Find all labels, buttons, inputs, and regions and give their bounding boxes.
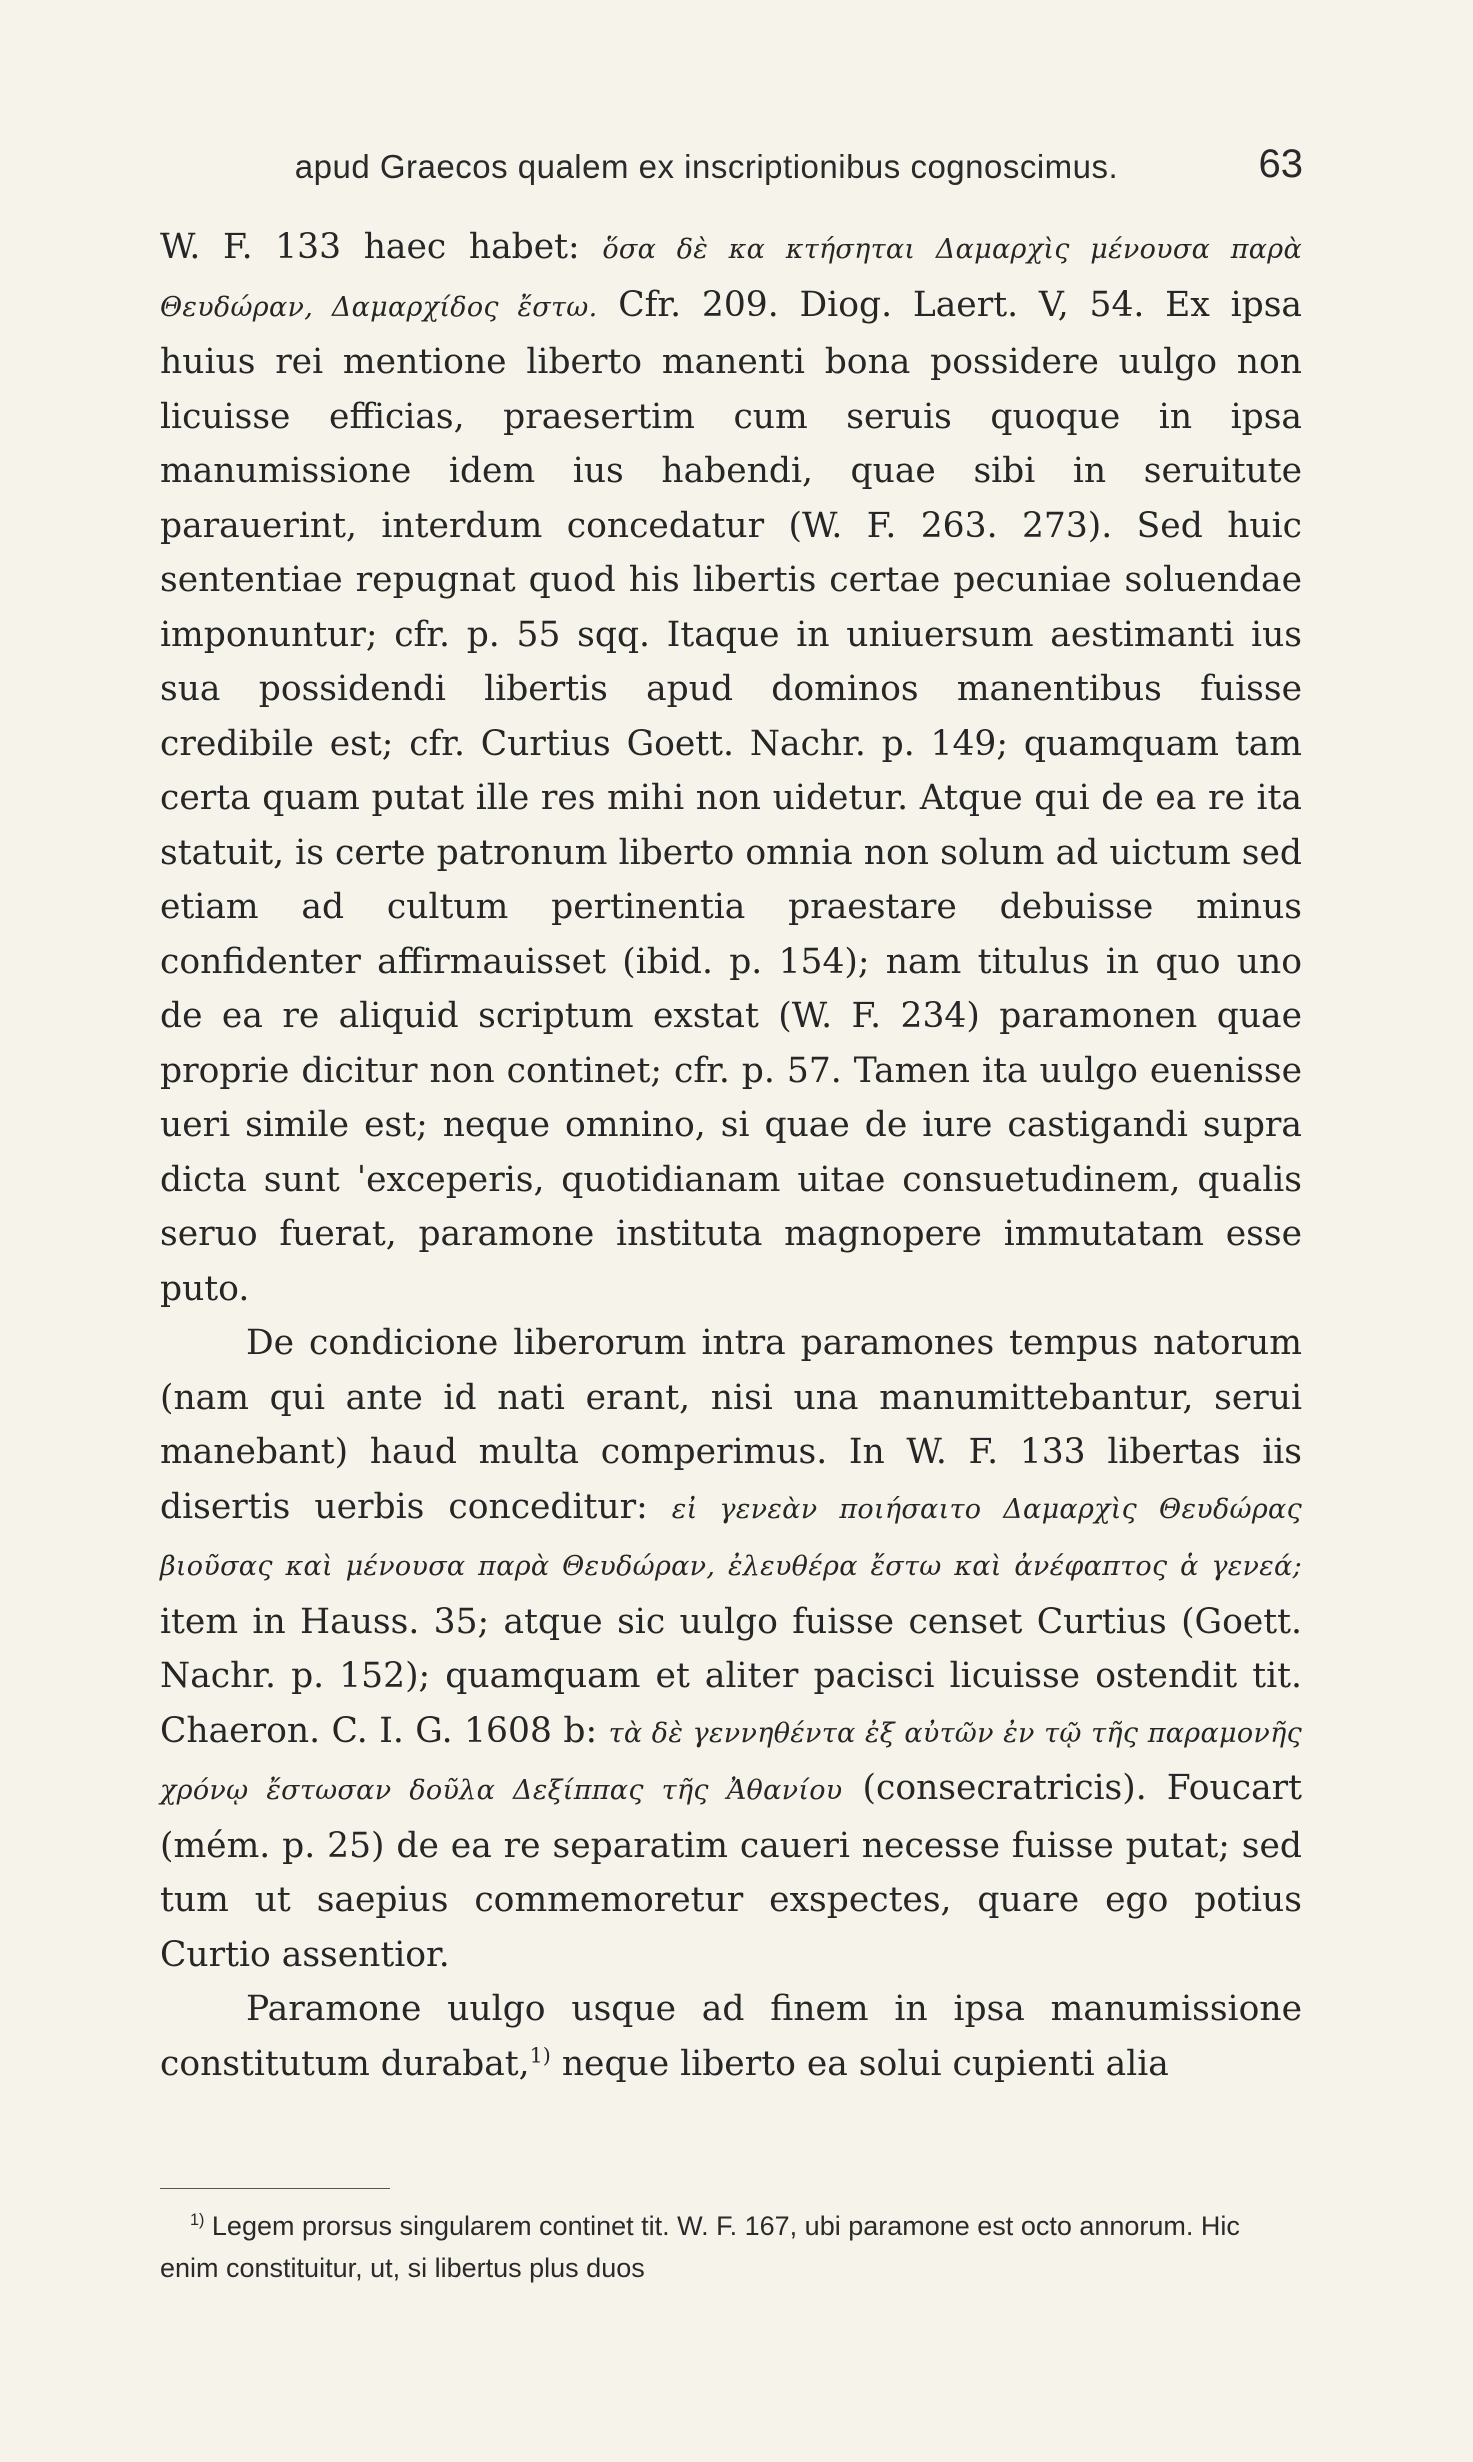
greek-quotation: εἰ γενεὰν ποιήσαιτο Δαμαρχὶς Θευδώρας βιοῦσας καὶ μένουσα παρὰ Θευδώραν, ἐλευθέρα ἔστω καὶ ἀνέφαπτος ἁ γενεά;: [160, 1493, 1302, 1582]
running-title: apud Graecos qualem ex inscriptionibus cognoscimus.: [294, 148, 1119, 185]
running-head: [0, 142, 1473, 198]
greek-quotation: τὰ δὲ γεννηθέντα ἐξ αὐτῶν ἐν τῷ τῆς παραμονῆς χρόνῳ ἔστωσαν δοῦλα Δεξίππας τῆς Ἀθανίου: [160, 1717, 1302, 1806]
footnote: [160, 2205, 1302, 2289]
body-text: [160, 220, 1302, 2091]
footnote-marker: 1): [190, 2211, 205, 2229]
paragraph-2: [160, 1316, 1302, 1982]
text-run: De condicione liberorum intra paramones tempus natorum (nam qui ante id nati erant, nisi una manumittebantur, serui manebant) haud multa comperimus. In W. F. 133 libertas iis disertis uerbis conceditur:: [160, 1323, 1302, 1527]
greek-quotation: ὅσα δὲ κα κτήσηται Δαμαρχὶς μένουσα παρὰ Θευδώραν, Δαμαρχίδος ἔστω.: [160, 234, 1302, 323]
page-number: 63: [1258, 142, 1303, 186]
text-run: item in Hauss. 35; atque sic uulgo fuisse censet Curtius (Goett. Nachr. p. 152); quamquam et aliter pacisci licuisse ostendit tit. Chaeron. C. I. G. 1608 b:: [160, 1601, 1302, 1751]
text-run: (consecratricis). Foucart (mém. p. 25) de ea re separatim caueri necesse fuisse putat; sed tum ut saepius commemoretur exspectes, quare ego potius Curtio assentior.: [160, 1768, 1303, 1975]
text-run: W. F. 133 haec habet:: [160, 227, 603, 267]
paragraph-1: [160, 220, 1302, 1316]
footnote-ref[interactable]: 1): [529, 2043, 551, 2067]
text-run: Cfr. 209. Diog. Laert. V, 54. Ex ipsa huius rei mentione liberto manenti bona possidere uulgo non licuisse efficias, praesertim cum seruis quoque in ipsa manumissione idem ius habendi, quae sibi in seruitute parauerint, interdum concedatur (W. F. 263. 273). Sed huic sententiae repugnat quod his libertis certae pecuniae soluendae imponuntur; cfr. p. 55 sqq. Itaque in uniuersum aestimanti ius sua possidendi libertis apud dominos manentibus fuisse credibile est; cfr. Curtius Goett. Nachr. p. 149; quamquam tam certa quam putat ille res mihi non uidetur. Atque qui de ea re ita statuit, is certe patronum liberto omnia non solum ad uictum sed etiam ad cultum pertinentia praestare debuisse minus confidenter affirmauisset (ibid. p. 154); nam titulus in quo uno de ea re aliquid scriptum exstat (W. F. 234) paramonen quae proprie dicitur non continet; cfr. p. 57. Tamen ita uulgo euenisse ueri simile est; neque omnino, si quae de iure castigandi supra dicta sunt ˈexceperis, quotidianam uitae consuetudinem, qualis seruo fuerat, paramone instituta magnopere immutatam esse puto.: [160, 284, 1302, 1309]
paragraph-3: [160, 1982, 1302, 2091]
text-run: Paramone uulgo usque ad finem in ipsa manumissione constitutum durabat,: [160, 1989, 1302, 2084]
footnote-separator: [160, 2188, 390, 2189]
text-run: neque liberto ea solui cupienti alia: [550, 2043, 1169, 2084]
footnote-text: Legem prorsus singularem continet tit. W. F. 167, ubi paramone est octo annorum. Hic enim constituitur, ut, si libertus plus duos: [160, 2211, 1240, 2283]
